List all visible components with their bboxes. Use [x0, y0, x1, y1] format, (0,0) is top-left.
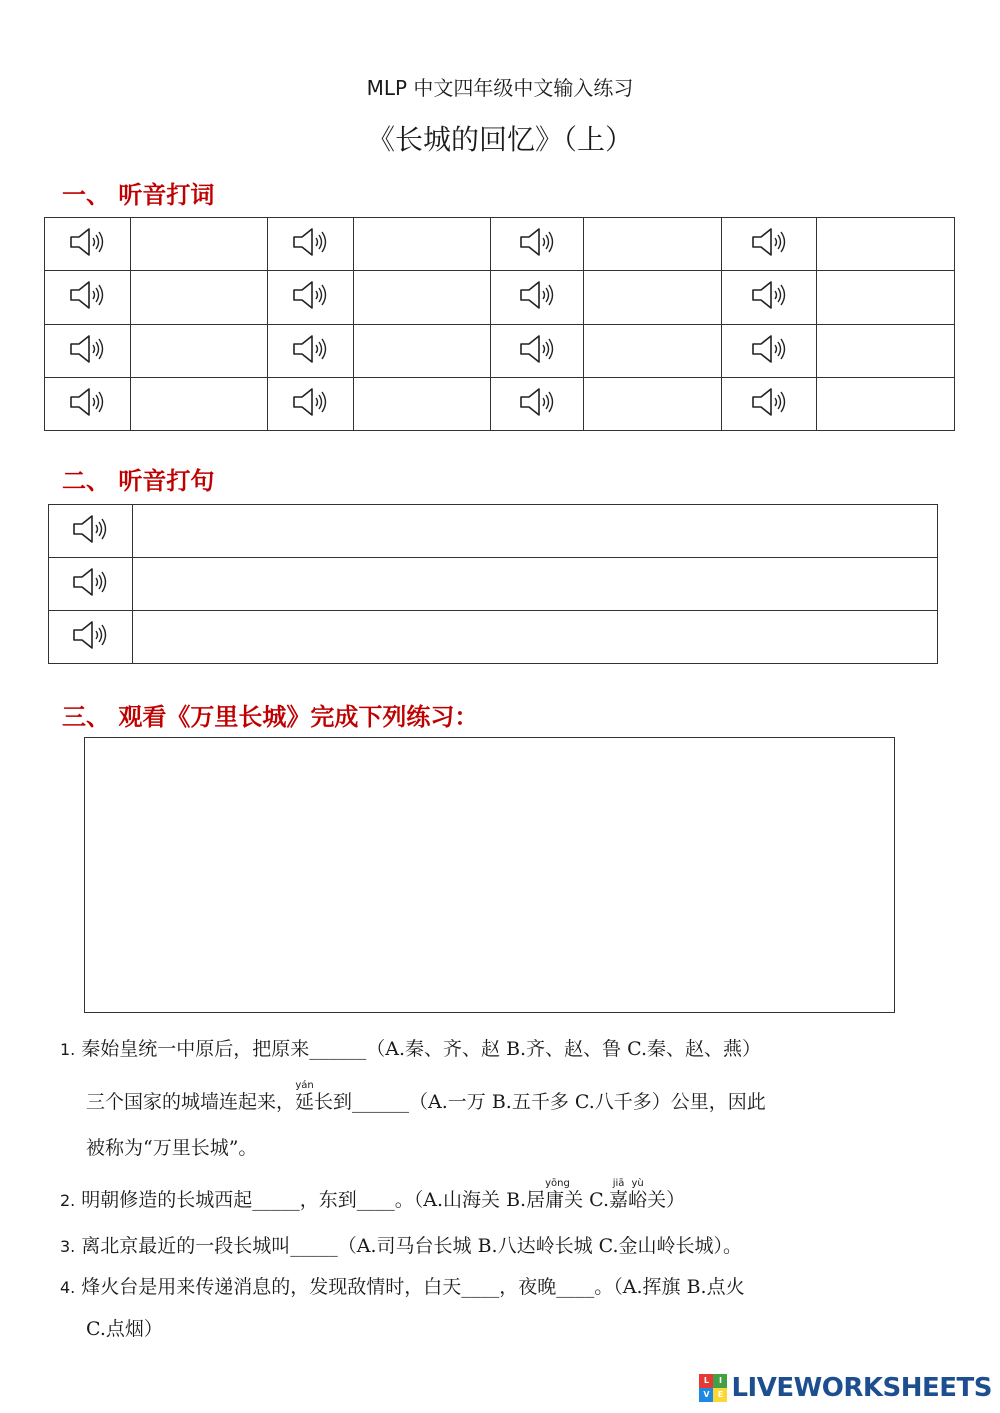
section-1-title: 一、 听音打词: [62, 180, 215, 209]
question-number: 1.: [60, 1040, 76, 1059]
char: 峪: [628, 1189, 648, 1211]
play-audio-button[interactable]: [45, 271, 131, 324]
word-answer-field[interactable]: [817, 218, 955, 271]
speaker-icon: [747, 224, 791, 260]
video-player-box[interactable]: [84, 737, 895, 1013]
question-4-line-2: C.点烟）: [86, 1318, 163, 1340]
char: 嘉: [609, 1189, 629, 1211]
word-answer-field[interactable]: [353, 324, 490, 377]
play-audio-button[interactable]: [490, 271, 584, 324]
pinyin-annotated-char: [295, 1080, 315, 1115]
word-answer-field[interactable]: [584, 377, 722, 430]
play-audio-button[interactable]: [45, 218, 131, 271]
word-answer-field[interactable]: [130, 324, 267, 377]
pinyin-annotated-char: [545, 1178, 570, 1213]
question-text: 长到______（A.一万 B.五千多 C.八千多）公里，因此: [314, 1091, 766, 1113]
sentence-row: [49, 611, 938, 664]
speaker-icon: [68, 511, 112, 547]
pinyin: yán: [295, 1080, 314, 1091]
question-number: 3.: [60, 1237, 76, 1256]
worksheet-subtitle: MLP 中文四年级中文输入练习: [366, 76, 634, 100]
play-audio-button[interactable]: [49, 505, 133, 558]
question-4: [60, 1274, 960, 1301]
section-2-title: 二、 听音打句: [62, 466, 215, 495]
play-audio-button[interactable]: [722, 324, 817, 377]
liveworksheets-logo[interactable]: [699, 1371, 992, 1405]
play-audio-button[interactable]: [45, 377, 131, 430]
speaker-icon: [65, 331, 109, 367]
speaker-icon: [515, 384, 559, 420]
question-number: 2.: [60, 1191, 76, 1210]
word-row: [45, 324, 955, 377]
speaker-icon: [515, 331, 559, 367]
play-audio-button[interactable]: [722, 377, 817, 430]
question-text: 烽火台是用来传递消息的，发现敌情时，白天____，夜晚____。（A.挥旗 B.点火: [81, 1276, 745, 1298]
question-1: [60, 1036, 960, 1063]
sentence-row: [49, 505, 938, 558]
word-answer-field[interactable]: [817, 324, 955, 377]
word-answer-field[interactable]: [584, 324, 722, 377]
play-audio-button[interactable]: [490, 324, 584, 377]
play-audio-button[interactable]: [267, 324, 353, 377]
speaker-icon: [65, 384, 109, 420]
word-row: [45, 218, 955, 271]
play-audio-button[interactable]: [722, 218, 817, 271]
sentence-dictation-table: [48, 504, 938, 664]
word-answer-field[interactable]: [353, 377, 490, 430]
speaker-icon: [68, 617, 112, 653]
speaker-icon: [288, 384, 332, 420]
question-text: 离北京最近的一段长城叫_____（A.司马台长城 B.八达岭长城 C.金山岭长城）。: [81, 1235, 743, 1257]
word-answer-field[interactable]: [353, 271, 490, 324]
speaker-icon: [747, 384, 791, 420]
play-audio-button[interactable]: [267, 218, 353, 271]
worksheet-title: 《长城的回忆》（上）: [366, 123, 633, 156]
word-answer-field[interactable]: [584, 271, 722, 324]
speaker-icon: [288, 224, 332, 260]
pinyin: yù: [631, 1178, 644, 1189]
speaker-icon: [68, 564, 112, 600]
sentence-answer-field[interactable]: [132, 558, 937, 611]
question-text: 三个国家的城墙连起来，: [86, 1091, 296, 1113]
pinyin-annotated-char: [609, 1178, 629, 1213]
speaker-icon: [65, 224, 109, 260]
question-text: 明朝修造的长城西起_____，东到____。（A.山海关 B.居: [81, 1189, 546, 1211]
question-text: 秦始皇统一中原后，把原来______（A.秦、齐、赵 B.齐、赵、鲁 C.秦、赵、燕）: [81, 1038, 762, 1060]
question-3: [60, 1233, 960, 1260]
sentence-answer-field[interactable]: [132, 611, 937, 664]
word-row: [45, 271, 955, 324]
word-answer-field[interactable]: [130, 271, 267, 324]
play-audio-button[interactable]: [49, 611, 133, 664]
speaker-icon: [747, 331, 791, 367]
play-audio-button[interactable]: [267, 271, 353, 324]
logo-mark-letter: E: [713, 1388, 727, 1402]
pinyin-annotated-char: [628, 1178, 648, 1213]
speaker-icon: [515, 224, 559, 260]
word-answer-field[interactable]: [817, 377, 955, 430]
speaker-icon: [65, 277, 109, 313]
pinyin: yōng: [545, 1178, 570, 1189]
speaker-icon: [288, 277, 332, 313]
play-audio-button[interactable]: [45, 324, 131, 377]
word-answer-field[interactable]: [130, 377, 267, 430]
word-answer-field[interactable]: [817, 271, 955, 324]
section-3-title: 三、 观看《万里长城》完成下列练习：: [62, 702, 479, 731]
question-2: [60, 1178, 960, 1214]
play-audio-button[interactable]: [490, 377, 584, 430]
play-audio-button[interactable]: [267, 377, 353, 430]
logo-text: LIVEWORKSHEETS: [731, 1373, 992, 1403]
question-1-line-2: [86, 1080, 986, 1115]
speaker-icon: [515, 277, 559, 313]
char: 庸: [545, 1189, 565, 1211]
word-answer-field[interactable]: [353, 218, 490, 271]
logo-mark-letter: L: [699, 1374, 713, 1388]
play-audio-button[interactable]: [49, 558, 133, 611]
question-1-line-3: 被称为“万里长城”。: [86, 1137, 258, 1159]
play-audio-button[interactable]: [490, 218, 584, 271]
question-number: 4.: [60, 1278, 76, 1297]
logo-mark-icon: [699, 1374, 727, 1402]
char: 延: [295, 1091, 315, 1113]
play-audio-button[interactable]: [722, 271, 817, 324]
logo-mark-letter: V: [699, 1388, 713, 1402]
sentence-answer-field[interactable]: [132, 505, 937, 558]
word-dictation-table: [44, 217, 955, 431]
sentence-row: [49, 558, 938, 611]
speaker-icon: [288, 331, 332, 367]
word-answer-field[interactable]: [130, 218, 267, 271]
speaker-icon: [747, 277, 791, 313]
logo-mark-letter: I: [713, 1374, 727, 1388]
question-text: 关）: [647, 1189, 686, 1211]
word-row: [45, 377, 955, 430]
question-text: 关 C.: [564, 1189, 610, 1211]
word-answer-field[interactable]: [584, 218, 722, 271]
pinyin: jiā: [612, 1178, 625, 1189]
